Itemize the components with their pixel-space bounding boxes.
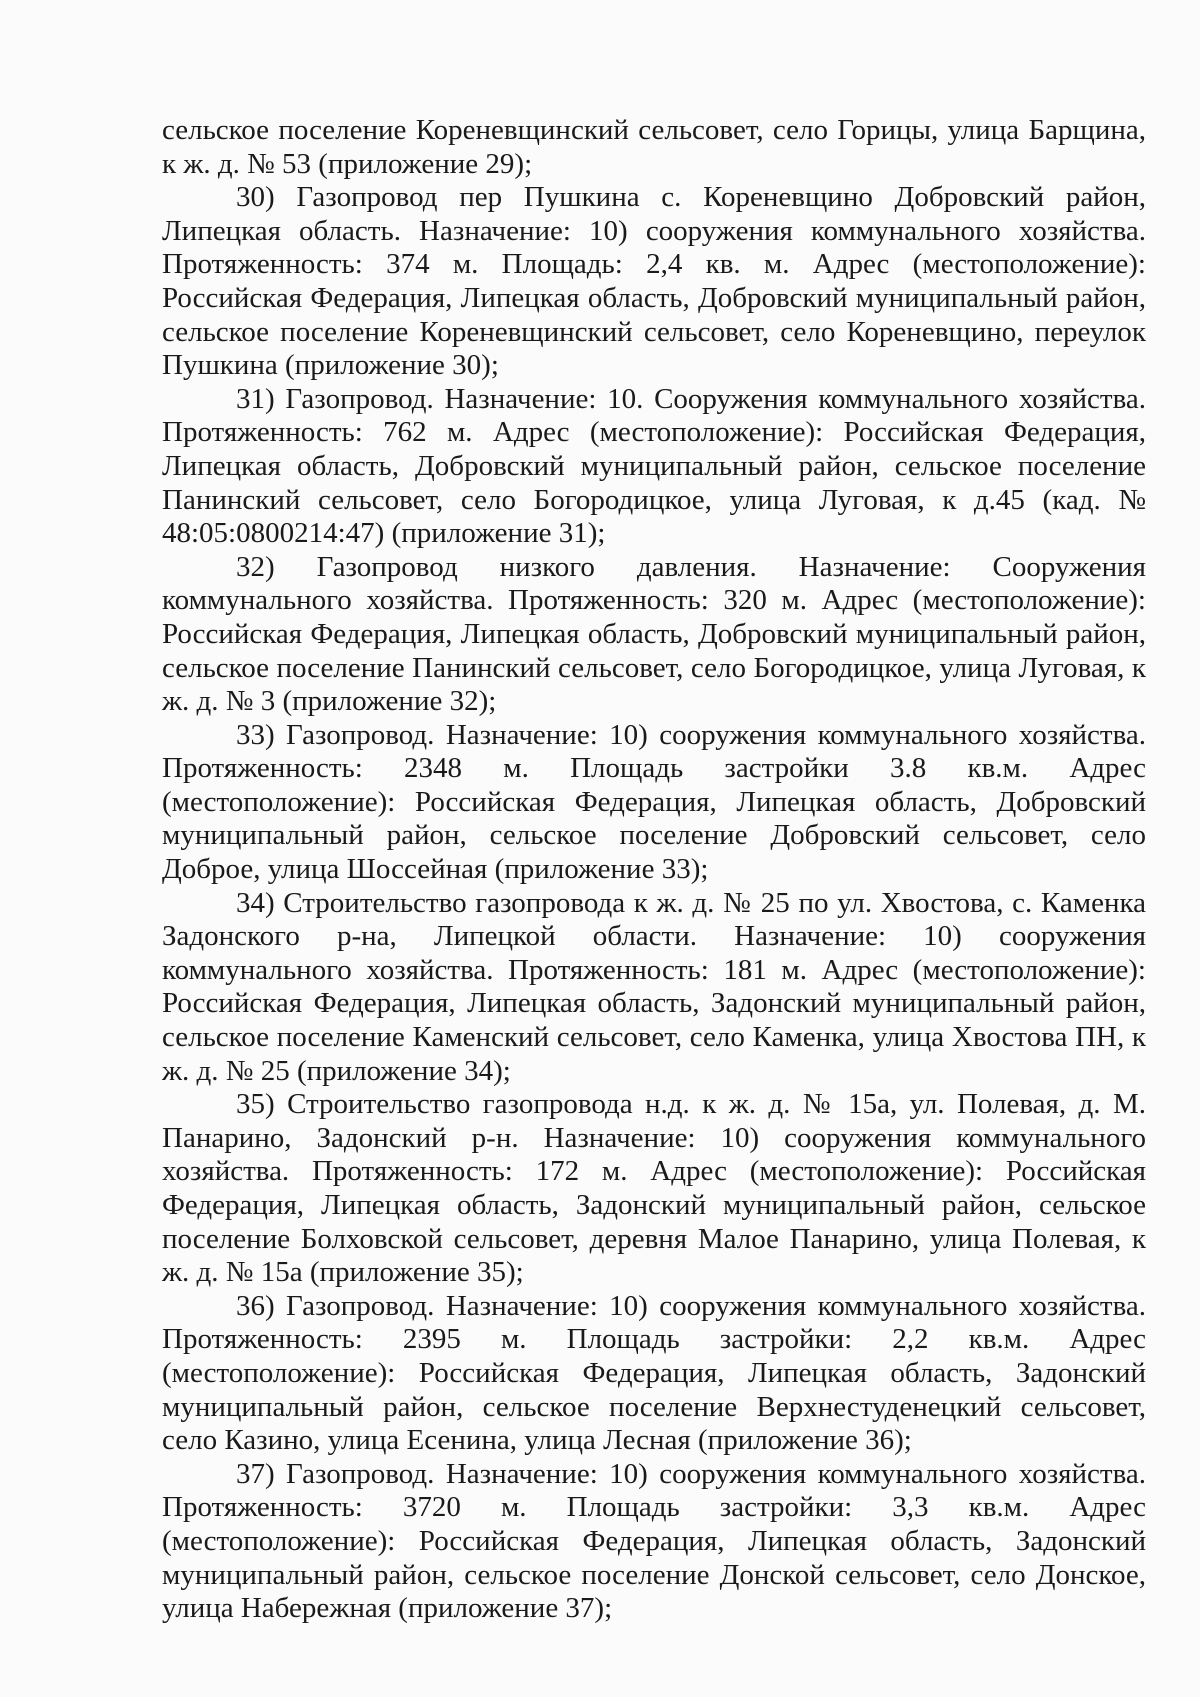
list-item-31: 31) Газопровод. Назначение: 10. Сооружения коммунального хозяйства. Протяженность: 762 м. Адрес (местоположение): Российская Федерация, Липецкая область, Добровский муниципальный район, сельское поселение Панинский сельсовет, село Богородицкое, улица Луговая, к д.45 (кад. № 48:05:0800214:47) (приложение 31); [162,382,1146,550]
list-item-36: 36) Газопровод. Назначение: 10) сооружения коммунального хозяйства. Протяженность: 2395 м. Площадь застройки: 2,2 кв.м. Адрес (местоположение): Российская Федерация, Липецкая область, Задонский муниципальный район, сельское поселение Верхнестуденецкий сельсовет, село Казино, улица Есенина, улица Лесная (приложение 36); [162,1289,1146,1457]
list-item-34: 34) Строительство газопровода к ж. д. № 25 по ул. Хвостова, с. Каменка Задонского р-на, Липецкой области. Назначение: 10) сооружения коммунального хозяйства. Протяженность: 181 м. Адрес (местоположение): Российская Федерация, Липецкая область, Задонский муниципальный район, сельское поселение Каменский сельсовет, село Каменка, улица Хвостова ПН, к ж. д. № 25 (приложение 34); [162,886,1146,1087]
paragraph-continuation: сельское поселение Кореневщинский сельсовет, село Горицы, улица Барщина, к ж. д. № 53 (приложение 29); [162,114,1146,180]
document-body [162,114,1146,1626]
list-item-30: 30) Газопровод пер Пушкина с. Кореневщино Добровский район, Липецкая область. Назначение: 10) сооружения коммунального хозяйства. Протяженность: 374 м. Площадь: 2,4 кв. м. Адрес (местоположение): Российская Федерация, Липецкая область, Добровский муниципальный район, сельское поселение Кореневщинский сельсовет, село Кореневщино, переулок Пушкина (приложение 30); [162,181,1146,382]
list-item-35: 35) Строительство газопровода н.д. к ж. д. № 15а, ул. Полевая, д. М. Панарино, Задонский р-н. Назначение: 10) сооружения коммунального хозяйства. Протяженность: 172 м. Адрес (местоположение): Российская Федерация, Липецкая область, Задонский муниципальный район, сельское поселение Болховской сельсовет, деревня Малое Панарино, улица Полевая, к ж. д. № 15а (приложение 35); [162,1088,1146,1289]
list-item-33: 33) Газопровод. Назначение: 10) сооружения коммунального хозяйства. Протяженность: 2348 м. Площадь застройки 3.8 кв.м. Адрес (местоположение): Российская Федерация, Липецкая область, Добровский муниципальный район, сельское поселение Добровский сельсовет, село Доброе, улица Шоссейная (приложение 33); [162,718,1146,886]
list-item-37: 37) Газопровод. Назначение: 10) сооружения коммунального хозяйства. Протяженность: 3720 м. Площадь застройки: 3,3 кв.м. Адрес (местоположение): Российская Федерация, Липецкая область, Задонский муниципальный район, сельское поселение Донской сельсовет, село Донское, улица Набережная (приложение 37); [162,1457,1146,1625]
list-item-32: 32) Газопровод низкого давления. Назначение: Сооружения коммунального хозяйства. Протяженность: 320 м. Адрес (местоположение): Российская Федерация, Липецкая область, Добровский муниципальный район, сельское поселение Панинский сельсовет, село Богородицкое, улица Луговая, к ж. д. № 3 (приложение 32); [162,550,1146,718]
